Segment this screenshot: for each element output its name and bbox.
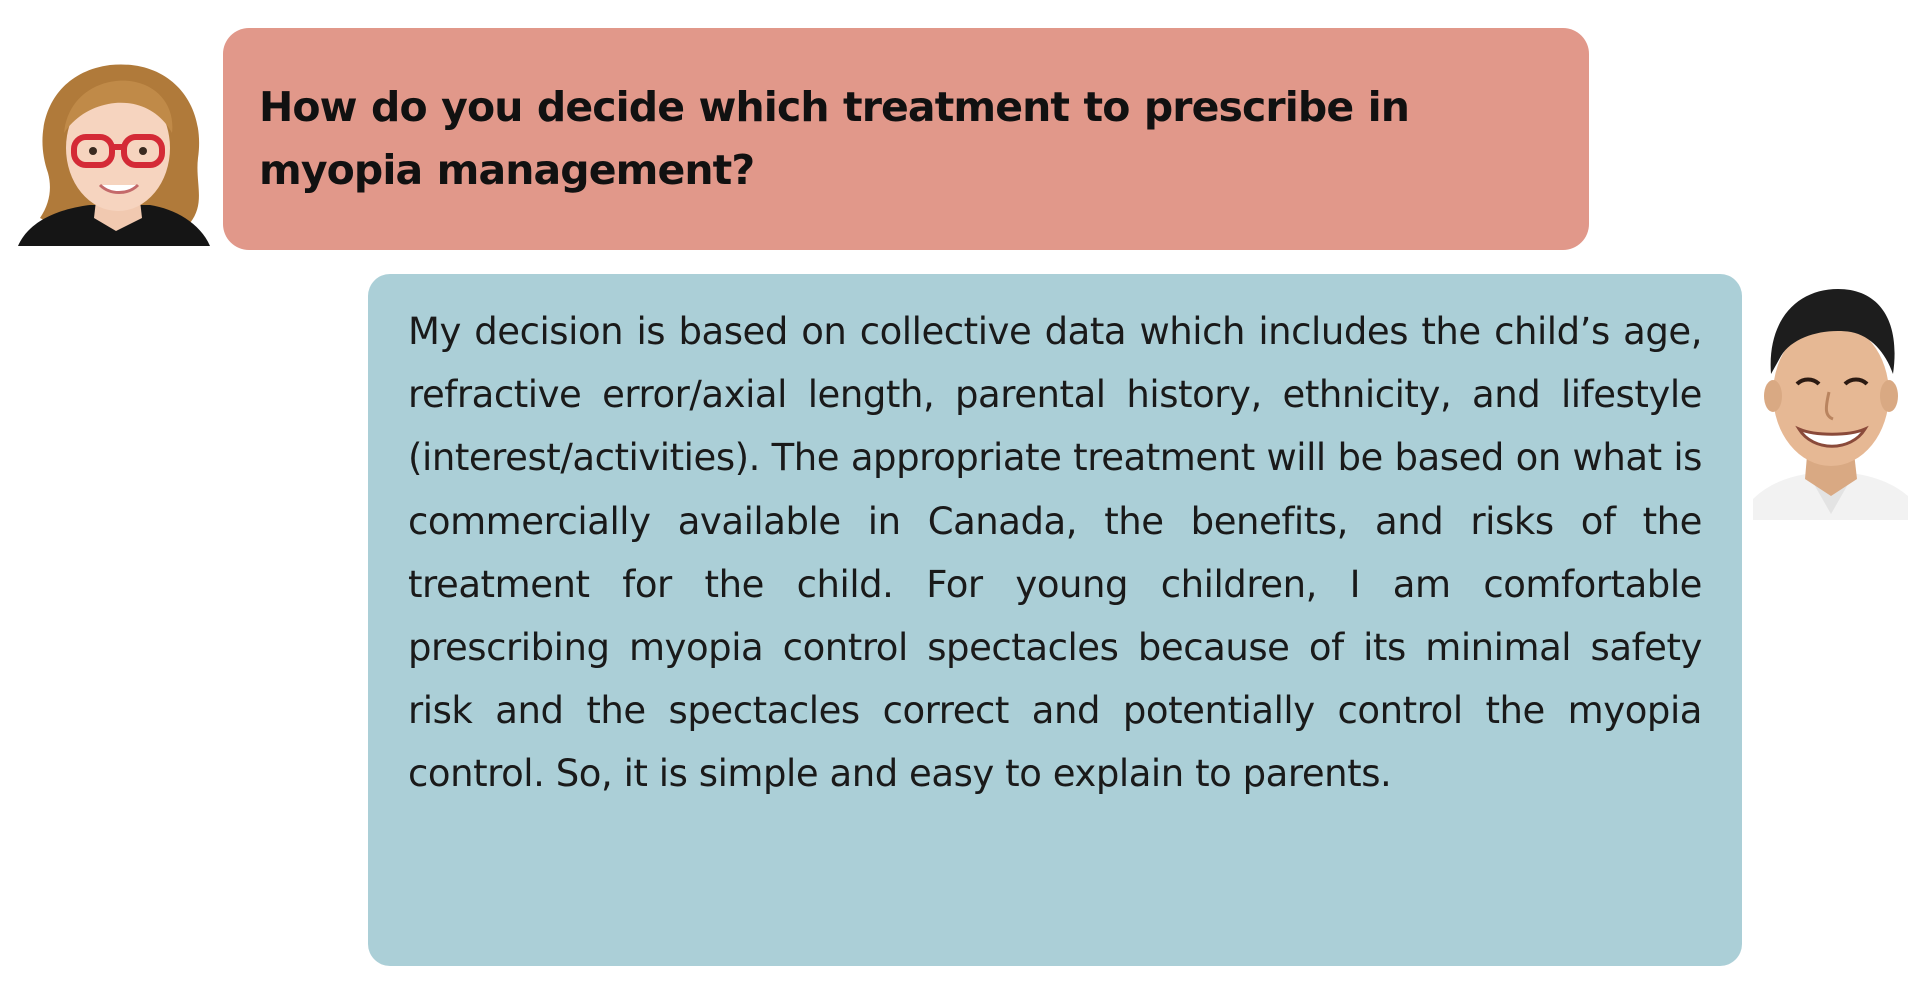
question-bubble xyxy=(223,28,1589,250)
smiling-man-avatar xyxy=(1753,274,1908,520)
answer-bubble xyxy=(368,274,1742,966)
woman-with-red-glasses-avatar xyxy=(10,33,223,246)
question-text: How do you decide which treatment to prescribe in myopia management? xyxy=(259,83,1410,194)
answer-text: My decision is based on collective data which includes the child’s age, refractive error/axial length, parental history, ethnicity, and lifestyle (interest/activities). The appropriate treatment will be based on what is commercially available in Canada, the benefits, and risks of the treatment for the child. For young children, I am comfortable prescribing myopia control spectacles because of its minimal safety risk and the spectacles correct and potentially control the myopia control. So, it is simple and easy to explain to parents. xyxy=(408,310,1702,796)
